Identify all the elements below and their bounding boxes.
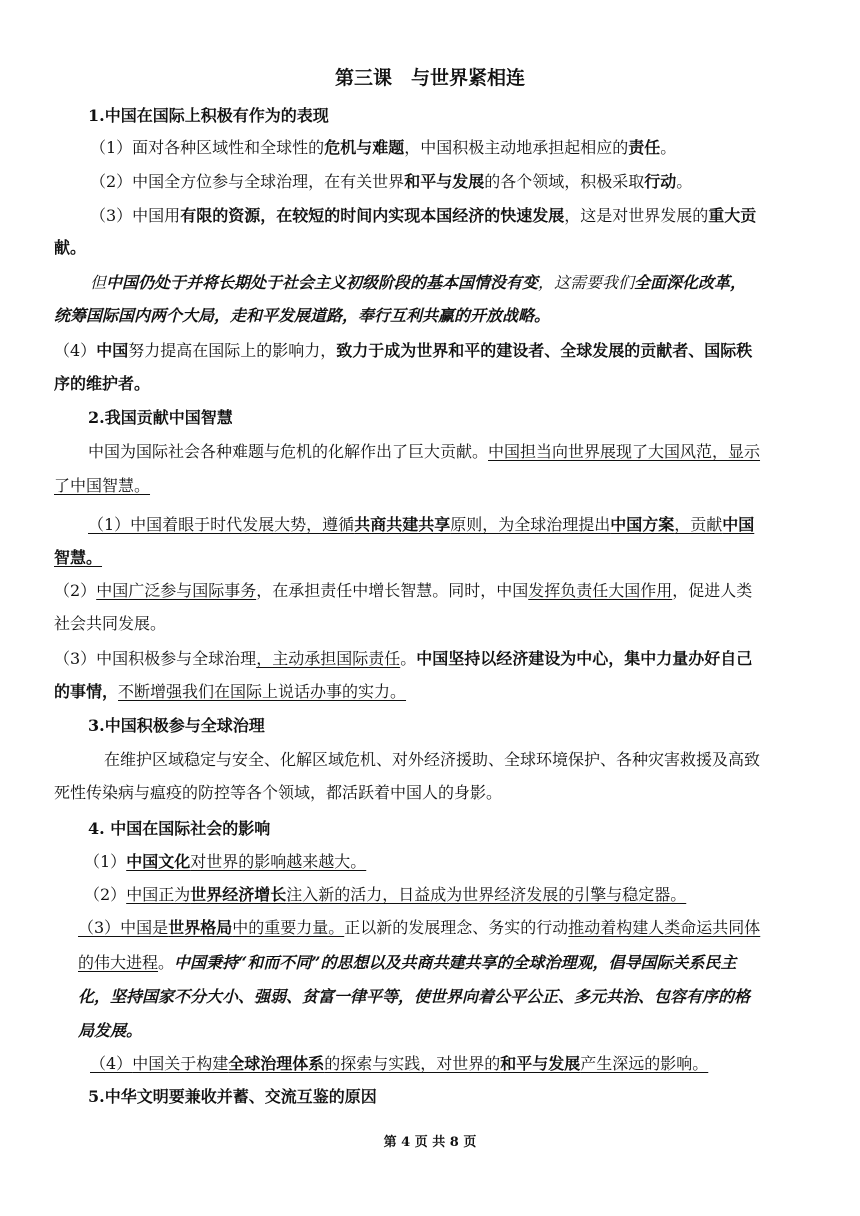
- s4-point-2: [84, 884, 686, 906]
- section-4-heading: 4. 中国在国际社会的影响: [88, 819, 271, 838]
- text: 产生深远的影响。: [580, 1054, 709, 1073]
- text: （2）: [54, 581, 97, 600]
- keyword: 中国文化: [126, 852, 191, 871]
- text: ，这是对世界发展的: [564, 206, 709, 225]
- text: （1）: [84, 852, 127, 871]
- underlined-text: 中国正为: [126, 885, 191, 904]
- keyword: 致力于成为世界和平的建设者、全球发展的贡献者、国际秩: [336, 341, 753, 360]
- s1-note-line-1: [90, 272, 746, 294]
- s2-point-3-line-1: [54, 648, 752, 670]
- keyword: 行动: [644, 172, 677, 191]
- s3-paragraph-line-2: 死性传染病与瘟疫的防控等各个领域，都活跃着中国人的身影。: [54, 783, 503, 802]
- text: 。: [400, 649, 417, 668]
- keyword: 重大贡: [708, 206, 757, 225]
- s3-paragraph-line-1: 在维护区域稳定与安全、化解区域危机、对外经济援助、全球环境保护、各种灾害救援及高致: [104, 750, 761, 769]
- section-1-heading: 1.中国在国际上积极有作为的表现: [88, 106, 329, 125]
- text: （4）: [90, 1054, 133, 1073]
- text: （3）中国积极参与全球治理: [54, 649, 257, 668]
- s1-point-4-line-2: 序的维护者。: [54, 374, 151, 393]
- s4-point-1: [84, 851, 366, 873]
- text: 的探索与实践，对世界的: [324, 1054, 501, 1073]
- text: （3）中国用: [90, 206, 181, 225]
- s4-point-3-line-1: [78, 917, 760, 939]
- text: 。: [676, 172, 693, 191]
- section-5-heading: 5.中华文明要兼收并蓄、交流互鉴的原因: [88, 1087, 377, 1106]
- text: ，在承担责任中增长智慧。同时，中国: [256, 581, 529, 600]
- underlined-text: 推动着构建人类命运共同体: [568, 918, 761, 937]
- keyword: 全面深化改革，: [634, 273, 747, 292]
- s1-note-line-2: 统筹国际国内两个大局，走和平发展道路，奉行互利共赢的开放战略。: [54, 306, 551, 325]
- section-2-heading: 2.我国贡献中国智慧: [88, 408, 233, 427]
- text: （2）: [84, 885, 127, 904]
- text: （4）: [54, 341, 97, 360]
- s1-point-3-line-2: 献。: [54, 238, 87, 257]
- underlined-text: 中国广泛参与国际事务: [96, 581, 257, 600]
- text: 。: [158, 953, 175, 972]
- text: ，中国积极主动地承担起相应的: [404, 138, 629, 157]
- underlined-text: （3）中国是: [78, 918, 169, 937]
- s4-point-3-line-4: 局发展。: [78, 1021, 143, 1040]
- keyword: 的事情，: [54, 682, 119, 701]
- keyword: 中国: [722, 515, 755, 534]
- lesson-title: 第三课 与世界紧相连: [334, 67, 525, 89]
- keyword: 中国方案: [610, 515, 675, 534]
- s2-point-2-line-1: [54, 580, 752, 602]
- s2-point-1-line-1: [88, 514, 754, 536]
- s2-point-2-line-2: 社会共同发展。: [54, 614, 167, 633]
- s1-point-3-line-1: [90, 205, 756, 227]
- text: 中国关于构建: [132, 1054, 229, 1073]
- underlined-text: 中国担当向世界展现了大国风范，显示: [488, 442, 761, 461]
- text: 原则，为全球治理提出: [450, 515, 611, 534]
- text: ，促进人类: [672, 581, 753, 600]
- keyword: 世界经济增长: [190, 885, 287, 904]
- keyword: 危机与难题: [324, 138, 405, 157]
- s1-point-2: [90, 171, 692, 193]
- underlined-text: 对世界的影响越来越大。: [190, 852, 367, 871]
- text: ，这需要我们: [538, 273, 635, 292]
- text: 的各个领域，积极采取: [484, 172, 645, 191]
- underlined-text: 不断增强我们在国际上说话办事的实力。: [118, 682, 407, 701]
- text: （1）面对各种区域性和全球性的: [90, 138, 325, 157]
- s1-point-1: [90, 137, 676, 159]
- section-3-heading: 3.中国积极参与全球治理: [88, 716, 265, 735]
- keyword: 中国: [96, 341, 129, 360]
- s2-intro-line-2: 了中国智慧。: [54, 476, 151, 495]
- text: 中国为国际社会各种难题与危机的化解作出了巨大贡献。: [88, 442, 489, 461]
- keyword: 责任: [628, 138, 661, 157]
- keyword: 全球治理体系: [228, 1054, 325, 1073]
- s2-point-1-line-2: 智慧。: [54, 548, 103, 567]
- text: 但: [90, 273, 107, 292]
- text: （2）中国全方位参与全球治理，在有关世界: [90, 172, 405, 191]
- text: 正以新的发展理念、务实的行动: [344, 918, 569, 937]
- s2-point-3-line-2: [54, 681, 406, 703]
- underlined-text: 发挥负责任大国作用: [528, 581, 673, 600]
- underlined-text: ，主动承担国际责任: [256, 649, 401, 668]
- page-footer: 第 4 页 共 8 页: [383, 1135, 477, 1150]
- keyword: 中国仍处于并将长期处于社会主义初级阶段的基本国情没有变: [106, 273, 539, 292]
- text: ，贡献: [674, 515, 723, 534]
- text: 努力提高在国际上的影响力，: [128, 341, 337, 360]
- keyword: 共商共建共享: [354, 515, 451, 534]
- underlined-text: 的伟大进程: [78, 953, 159, 972]
- text: （1）中国着眼于时代发展大势，遵循: [88, 515, 355, 534]
- text: 。: [660, 138, 677, 157]
- keyword: 和平与发展: [404, 172, 485, 191]
- underlined-text: 注入新的活力，日益成为世界经济发展的引擎与稳定器。: [286, 885, 687, 904]
- s1-point-4-line-1: [54, 340, 752, 362]
- keyword: 和平与发展: [500, 1054, 581, 1073]
- keyword: 有限的资源，在较短的时间内实现本国经济的快速发展: [180, 206, 565, 225]
- emphasis-text: 中国秉持“和而不同”的思想以及共商共建共享的全球治理观，倡导国际关系民主: [174, 953, 737, 972]
- s4-point-3-line-2: [78, 952, 736, 974]
- s4-point-3-line-3: 化，坚持国家不分大小、强弱、贫富一律平等，使世界向着公平公正、多元共治、包容有序的格: [78, 987, 751, 1006]
- s2-intro-line-1: [88, 441, 760, 463]
- keyword: 世界格局: [168, 918, 233, 937]
- keyword: 中国坚持以经济建设为中心，集中力量办好自己: [416, 649, 753, 668]
- underlined-text: 中的重要力量。: [232, 918, 345, 937]
- s4-point-4: [90, 1053, 708, 1075]
